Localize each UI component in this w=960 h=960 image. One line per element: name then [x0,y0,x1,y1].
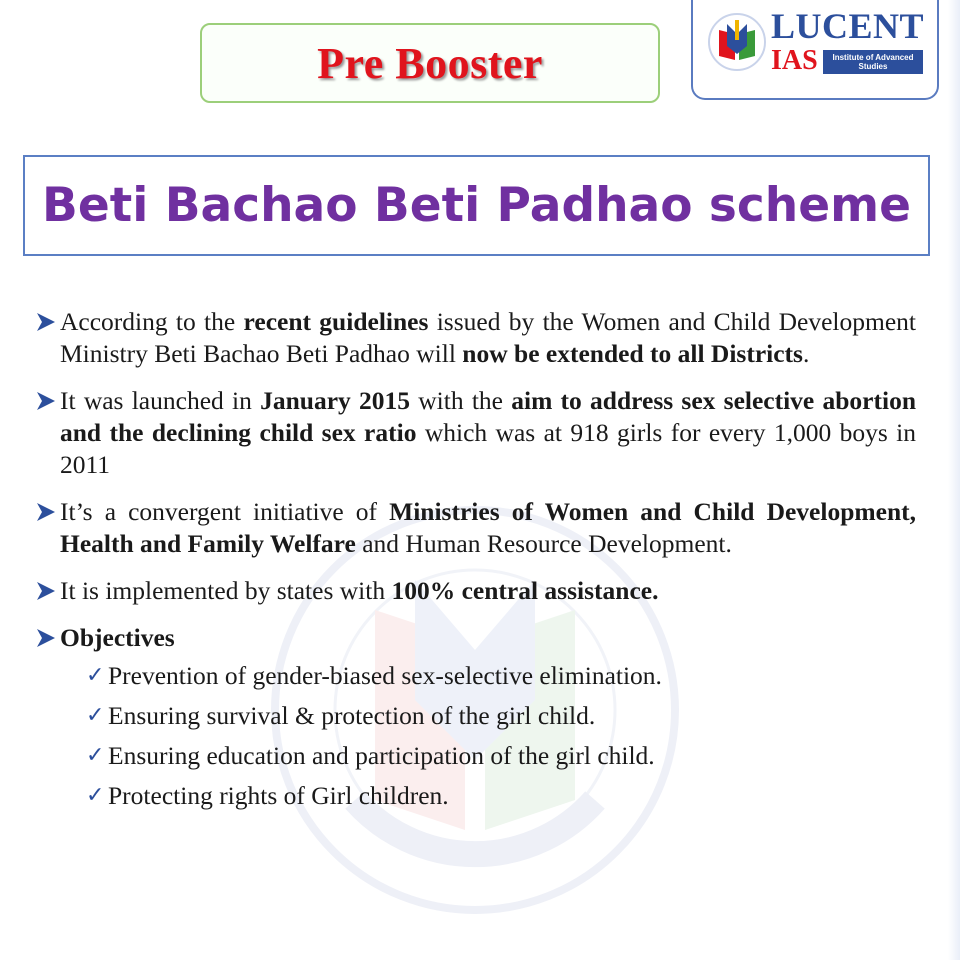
arrow-bullet-icon [34,310,58,334]
objective-text: Protecting rights of Girl children. [108,781,449,810]
checkmark-icon: ✓ [86,663,105,688]
bullet-bold-text: Ministries of Women and Child Development, Health and Family Welfare [60,497,916,558]
content-area [34,306,916,820]
checkmark-icon: ✓ [86,703,105,728]
bullet-text: with the [410,386,512,415]
bullet-text: and Human Resource Development. [355,529,732,558]
checkmark-icon: ✓ [86,783,105,808]
bullet-text: It is implemented by states with [60,576,392,605]
lucent-ias-logo [691,0,939,100]
list-item [86,780,916,812]
arrow-bullet-icon [34,500,58,524]
page-edge [948,0,960,960]
bullet-implementation [34,575,916,607]
arrow-bullet-icon [34,389,58,413]
bullet-text: It was launched in [60,386,261,415]
objectives-heading: Objectives [60,623,175,652]
bullet-text: . [802,339,810,368]
bullet-bold-text: recent guidelines [243,307,429,336]
logo-ias-text: IAS [771,45,818,76]
logo-tagline: Institute of Advanced Studies [823,50,923,74]
badge-text: Pre Booster [317,38,543,88]
list-item [86,660,916,692]
list-item [86,700,916,732]
arrow-bullet-icon [34,579,58,603]
objective-text: Ensuring education and participation of the girl child. [108,741,655,770]
list-item [86,740,916,772]
pre-booster-badge [200,23,660,103]
bullet-convergent [34,496,916,560]
bullet-objectives [34,622,916,654]
bullet-bold-text: now be extended to all Districts [462,339,803,368]
bullet-bold-text: 100% central assistance. [391,576,659,605]
scheme-title: Beti Bachao Beti Padhao scheme [42,178,911,233]
objective-text: Prevention of gender-biased sex-selective elimination. [108,661,662,690]
scheme-title-box [23,155,930,256]
checkmark-icon: ✓ [86,743,105,768]
bullet-launch [34,385,916,481]
bullet-bold-text: January 2015 [260,386,411,415]
bullet-text: According to the [60,307,244,336]
bullet-text: issued by the Women and Child Development Ministry Beti Bachao Beti Padhao will [60,307,916,368]
arrow-bullet-icon [34,626,58,650]
objective-text: Ensuring survival & protection of the girl child. [108,701,596,730]
bullet-guidelines [34,306,916,370]
logo-lucent-text: LUCENT [771,6,925,46]
objectives-list [86,660,916,812]
bullet-bold-text: aim to address sex selective abortion and the declining child sex ratio [60,386,917,447]
book-emblem-icon [707,12,767,72]
bullet-text: which was at 918 girls for every 1,000 boys in 2011 [60,418,916,479]
bullet-text: It’s a convergent initiative of [60,497,390,526]
